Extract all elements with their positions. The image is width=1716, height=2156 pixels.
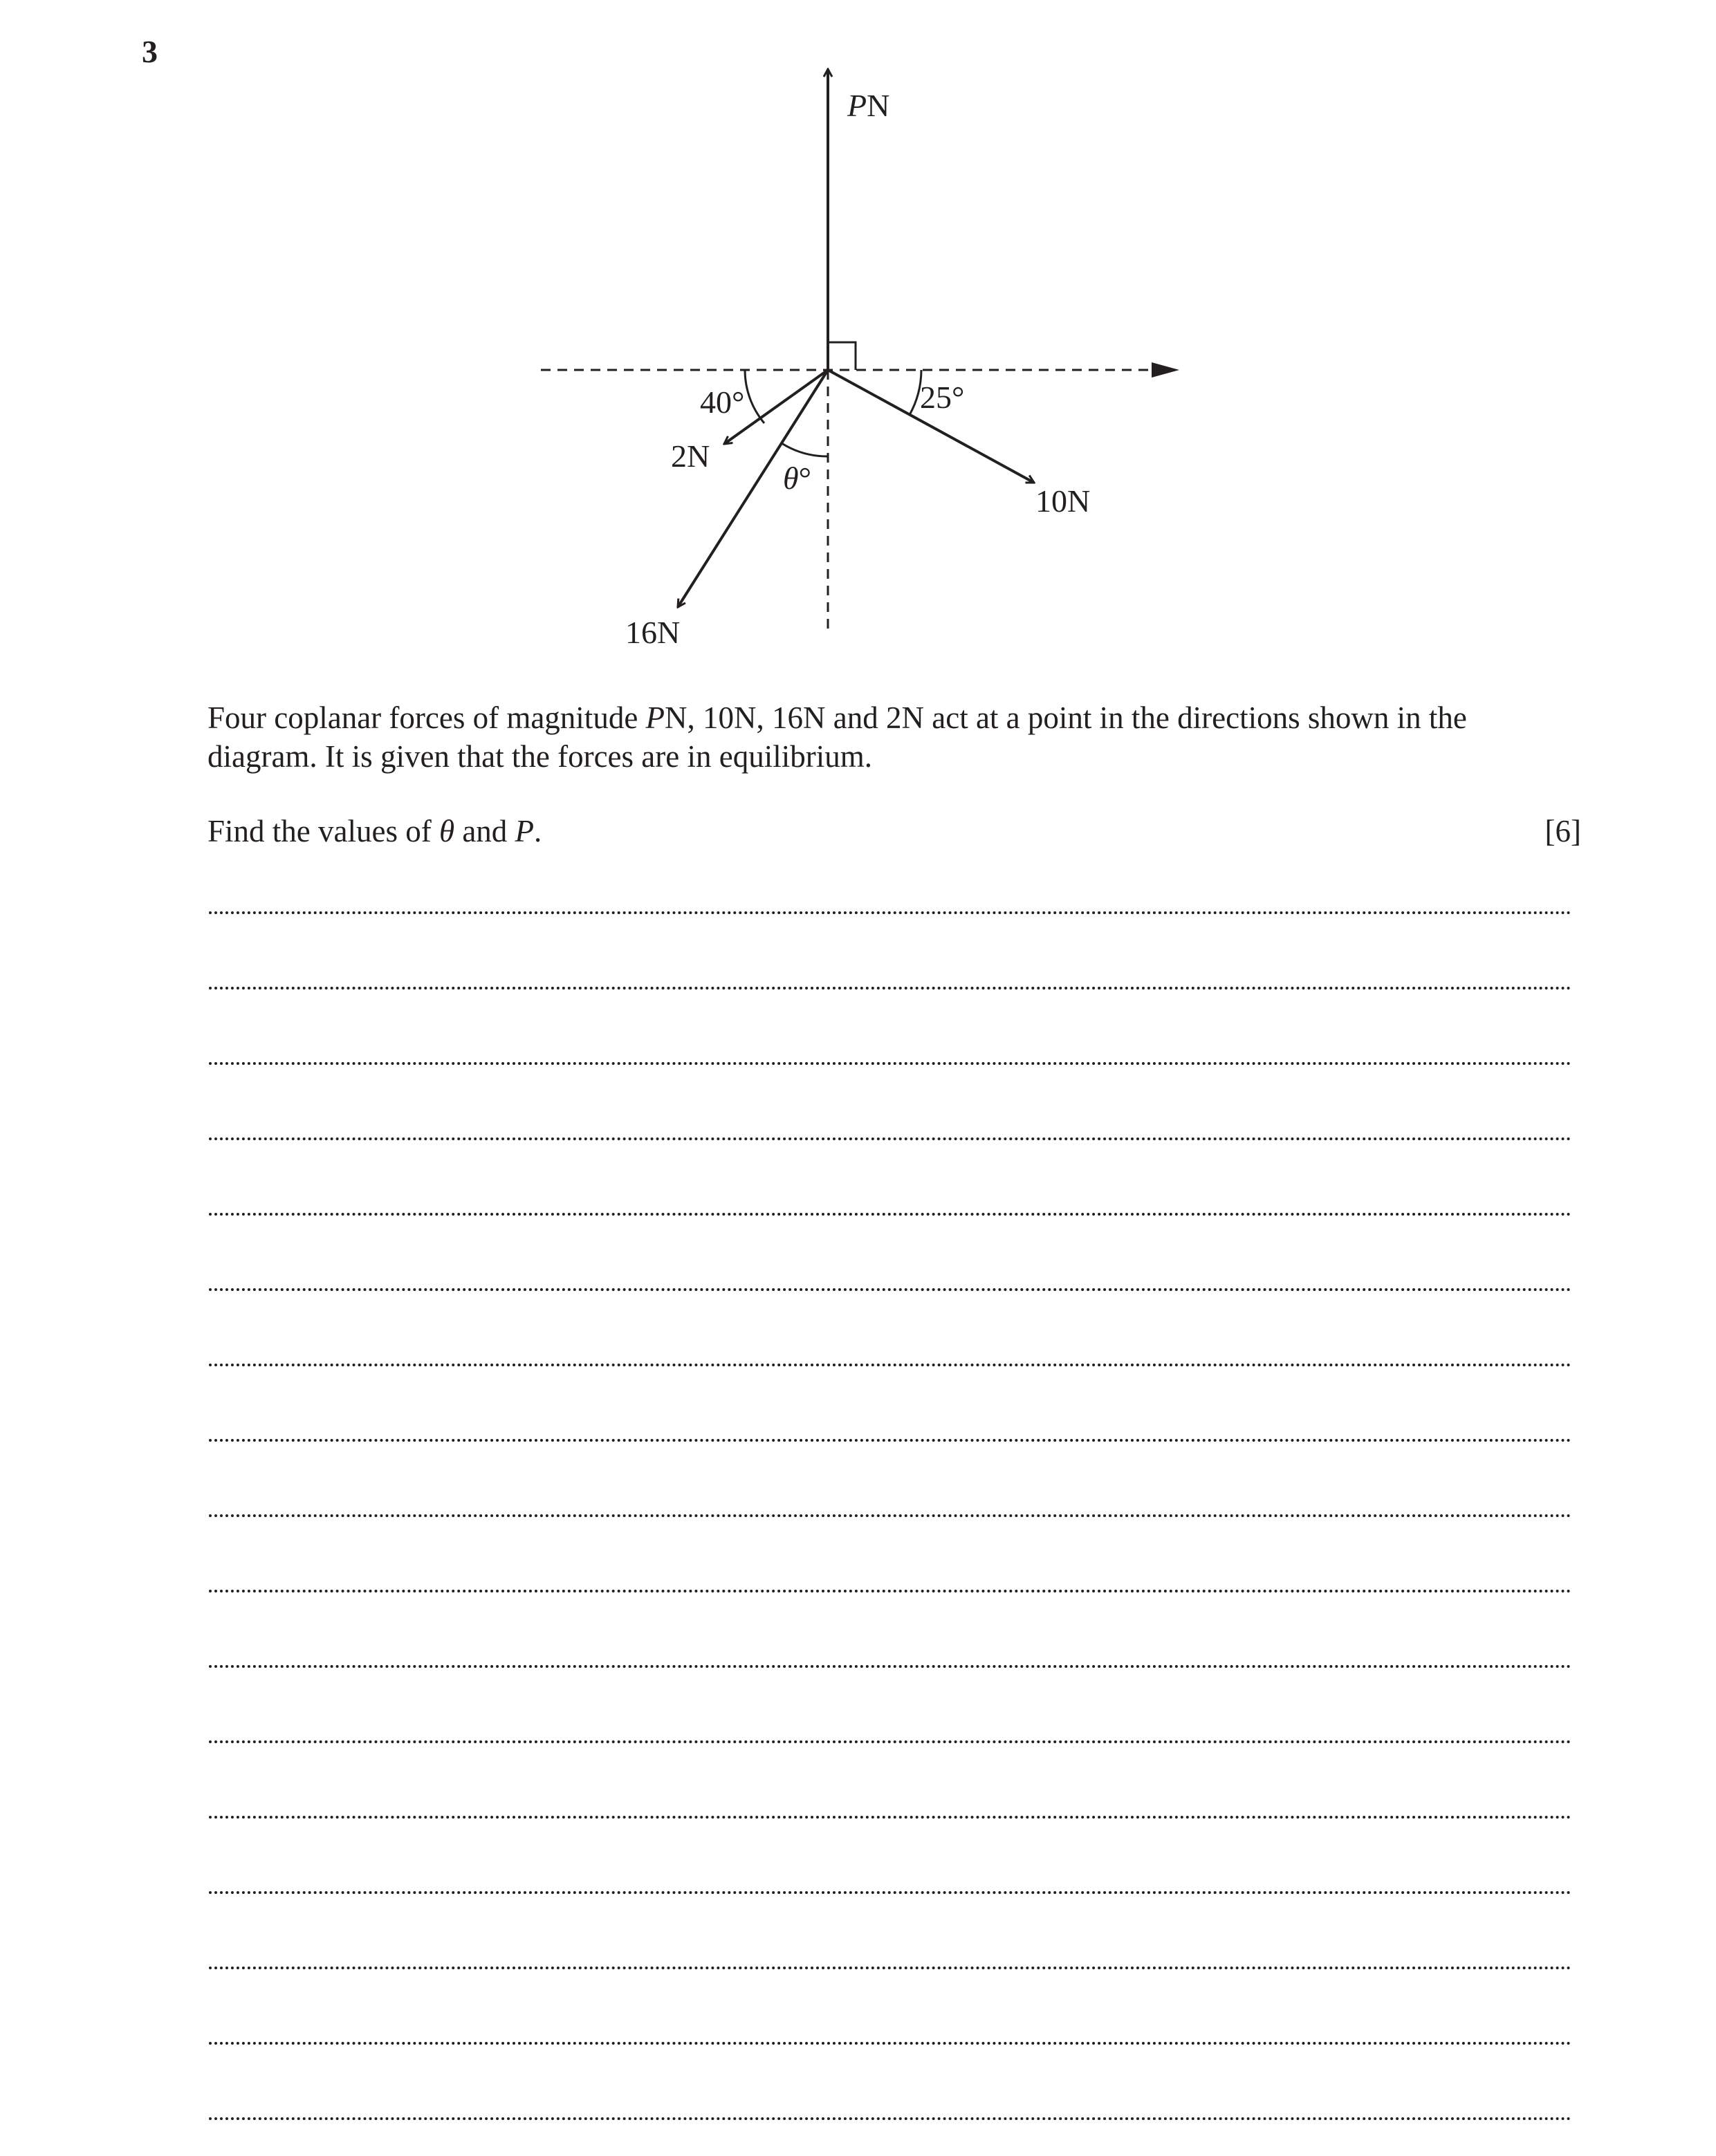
- horizontal-reference-arrowhead: [1152, 362, 1179, 378]
- answer-line[interactable]: [209, 1439, 1571, 1442]
- answer-line[interactable]: [209, 1891, 1571, 1894]
- angle-label-25: 25°: [920, 380, 965, 415]
- force-label-10n: 10N: [1035, 483, 1091, 519]
- answer-line[interactable]: [209, 1590, 1571, 1592]
- answer-line[interactable]: [209, 1364, 1571, 1366]
- answer-line[interactable]: [209, 1514, 1571, 1517]
- angle-label-40: 40°: [700, 384, 745, 420]
- answer-line[interactable]: [209, 1062, 1571, 1065]
- answer-line[interactable]: [209, 1740, 1571, 1743]
- answer-line[interactable]: [209, 1213, 1571, 1216]
- answer-line[interactable]: [209, 1137, 1571, 1140]
- question-number: 3: [142, 34, 158, 69]
- right-angle-marker: [828, 342, 856, 370]
- force-label-p: PN: [847, 88, 890, 123]
- marks-allocation: [6]: [1544, 814, 1581, 848]
- angle-label-theta: θ°: [783, 461, 812, 496]
- force-label-16n: 16N: [625, 615, 681, 650]
- force-diagram: [0, 0, 1716, 691]
- answer-line[interactable]: [209, 987, 1571, 989]
- answer-line[interactable]: [209, 911, 1571, 914]
- answer-line[interactable]: [209, 1665, 1571, 1668]
- answer-line[interactable]: [209, 2042, 1571, 2045]
- answer-line[interactable]: [209, 1288, 1571, 1291]
- answer-line[interactable]: [209, 1816, 1571, 1819]
- question-task: Find the values of θ and P.: [207, 814, 542, 848]
- answer-line[interactable]: [209, 1967, 1571, 1969]
- answer-line[interactable]: [209, 2117, 1571, 2120]
- angle-arc-theta: [782, 443, 828, 456]
- force-label-2n: 2N: [671, 438, 710, 474]
- angle-arc-40: [745, 370, 764, 423]
- question-stem: Four coplanar forces of magnitude PN, 10N, 16N and 2N act at a point in the directions shown in the diagram. It is given that the forces are in equilibrium.: [207, 700, 1467, 774]
